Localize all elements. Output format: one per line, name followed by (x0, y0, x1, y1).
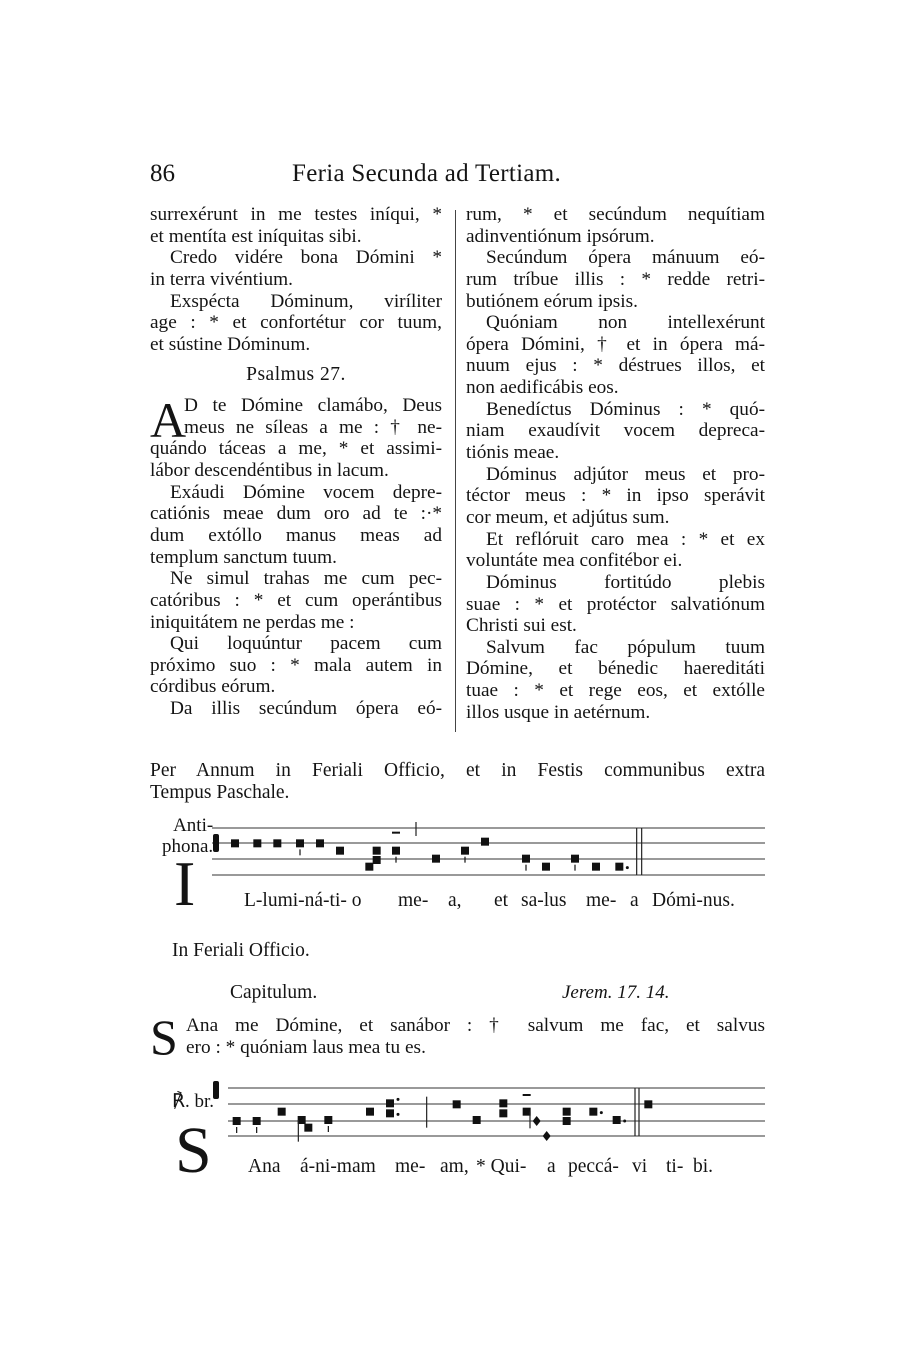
lyric-syllable: a, (448, 890, 462, 911)
lyric-syllable: et (494, 890, 509, 911)
lyric-syllable: me- (398, 890, 429, 911)
lyric-syllable: am, (440, 1156, 469, 1177)
text-line: tuae : * et rege eos, et extólle (466, 680, 765, 702)
text-line: butiónem eórum ipsis. (466, 290, 638, 312)
mora-dot (397, 1113, 400, 1116)
text-line: lábor descendéntibus in lacum. (150, 460, 389, 482)
neume-note (233, 1117, 241, 1125)
neume-note (453, 1100, 461, 1108)
text-line: Secúndum ópera mánuum eó- (486, 247, 765, 269)
text-line: catóribus : * et cum operántibus (150, 589, 442, 611)
text-line: quándo táceas a me, * et assimi- (150, 438, 442, 460)
lyric-syllable: peccá- (568, 1156, 619, 1177)
lyric-syllable: Ana (248, 1156, 281, 1177)
neume-rhombus (543, 1131, 551, 1141)
scripture-reference: Jerem. 17. 14. (562, 982, 670, 1003)
neume-note (432, 855, 440, 863)
text-line: rum tríbue illis : * redde retri- (466, 268, 765, 290)
lyric-syllable: ti- (666, 1156, 684, 1177)
horizontal-episema (523, 1094, 531, 1096)
lyric-syllable: a (630, 890, 639, 911)
text-line: surrexérunt in me testes iníqui, * (150, 204, 442, 225)
capitulum-text (186, 1015, 765, 1058)
rubric-line: Per Annum in Feriali Officio, et in Festis communibus extra (150, 760, 765, 781)
antiphon-label: Anti- phona. (162, 815, 214, 857)
lyric-syllable: sa-lus (521, 890, 567, 911)
mora-dot (600, 1111, 603, 1114)
page-number: 86 (150, 160, 175, 187)
text-line: Da illis secúndum ópera eó- (170, 698, 442, 720)
neume-rhombus (533, 1116, 541, 1126)
text-line: voluntáte mea confitébor ei. (466, 550, 683, 572)
text-line: Exáudi Dómine vocem depre- (170, 481, 442, 503)
neume-note (316, 839, 324, 847)
lyric-syllable: bi. (693, 1156, 714, 1177)
antiphon-initial: I (174, 848, 196, 919)
mora-dot (397, 1098, 400, 1101)
rubric-line: Tempus Paschale. (150, 781, 290, 803)
neume-note (386, 1099, 394, 1107)
text-line: et mentíta est iníquitas sibi. (150, 225, 362, 247)
text-line: et sústine Dóminum. (150, 333, 311, 355)
neume-note (253, 839, 261, 847)
text-line: Benedíctus Dóminus : * quó- (486, 398, 765, 420)
neume-note (522, 855, 530, 863)
text-line: tiónis meae. (466, 442, 560, 464)
psalm-heading: Psalmus 27. (246, 364, 346, 386)
neume-note (615, 863, 623, 871)
neume-note (366, 1108, 374, 1116)
neume-note (542, 863, 550, 871)
mora-dot (626, 866, 629, 869)
neume-note (278, 1108, 286, 1116)
drop-cap-a: A (150, 392, 187, 449)
neume-note (644, 1100, 652, 1108)
text-line: Et reflóruit caro mea : * et ex (486, 528, 765, 550)
text-line: Exspécta Dóminum, viríliter (170, 290, 442, 312)
lyric-syllable: Dómi-nus. (652, 890, 735, 911)
text-line: catiónis meae dum oro ad te :·* (150, 503, 442, 525)
neume-note (589, 1108, 597, 1116)
neume-note (481, 838, 489, 846)
neume-note (499, 1109, 507, 1117)
text-line: age : * et confortétur cor tuum, (150, 312, 442, 334)
text-line: Dóminus fortitúdo plebis (486, 571, 765, 593)
neume-note (273, 839, 281, 847)
text-line: Christi sui est. (466, 615, 577, 637)
capitulum-line: ero : * quóniam laus mea tu es. (186, 1036, 426, 1058)
neume-note (365, 863, 373, 871)
neume-note (386, 1109, 394, 1117)
text-line: illos usque in aetérnum. (466, 701, 651, 723)
neume-note (324, 1116, 332, 1124)
neume-note (296, 839, 304, 847)
text-line: cor meum, et adjútus sum. (466, 506, 670, 528)
neume-note (571, 855, 579, 863)
neume-note (563, 1117, 571, 1125)
lyric-syllable: vi (632, 1156, 648, 1177)
lyric-syllable: L-lumi-ná-ti- o (244, 890, 362, 911)
text-line: adinventiónum ipsórum. (466, 225, 655, 247)
text-line: téctor meus : * in ipso sperávit (466, 485, 765, 507)
neume-note (613, 1116, 621, 1124)
lyric-syllable: á-ni-mam (300, 1156, 376, 1177)
text-line: próximo suo : * mala autem in (150, 654, 442, 676)
neume-note (304, 1124, 312, 1132)
lyric-syllable: a (547, 1156, 556, 1177)
lyric-syllable: me- (395, 1156, 426, 1177)
text-line: ópera Dómini, † et in ópera má- (466, 333, 765, 355)
text-line: Dómine, et bénedic haereditáti (466, 658, 765, 680)
text-line: nuum ejus : * déstrues illos, et (466, 355, 765, 377)
lyric-syllable: me- (586, 890, 617, 911)
neume-note (253, 1117, 261, 1125)
text-line: templum sanctum tuum. (150, 546, 337, 568)
text-line: meus ne síleas a me : † ne- (184, 416, 442, 438)
do-clef (213, 834, 219, 852)
responsory-label: ℟. br. (172, 1091, 215, 1112)
text-line: Quóniam non intellexérunt (486, 312, 765, 334)
neume-note (373, 856, 381, 864)
neume-note (592, 863, 600, 871)
text-line: Qui loquúntur pacem cum (170, 633, 442, 655)
mora-dot (623, 1120, 626, 1123)
section-heading: In Feriali Officio. (172, 940, 310, 961)
responsory-initial: S (175, 1114, 212, 1187)
text-line: rum, * et secúndum nequítiam (466, 204, 765, 225)
text-line: D te Dómine clamábo, Deus (184, 395, 442, 417)
neume-note (563, 1108, 571, 1116)
text-line: córdibus eórum. (150, 676, 276, 698)
neume-note (499, 1099, 507, 1107)
neume-note (461, 847, 469, 855)
capitulum-initial: S (150, 1009, 178, 1065)
text-line: Credo vidére bona Dómini * (170, 247, 442, 269)
horizontal-episema (392, 832, 400, 834)
neume-note (231, 839, 239, 847)
text-line: Ne simul trahas me cum pec- (170, 568, 442, 590)
page-title: Feria Secunda ad Tertiam. (292, 160, 562, 187)
text-line: iniquitátem ne perdas me : (150, 611, 355, 633)
capitulum-heading: Capitulum. (230, 982, 318, 1003)
lyric-syllable: * Qui- (476, 1156, 527, 1177)
neume-note (473, 1116, 481, 1124)
capitulum-line: Ana me Dómine, et sanábor : † salvum me fac, et salvus (186, 1015, 765, 1036)
text-line: dum extóllo manus meas ad (150, 524, 442, 546)
neume-note (392, 847, 400, 855)
neume-note (336, 847, 344, 855)
text-line: Salvum fac pópulum tuum (486, 636, 765, 658)
neume-note (373, 847, 381, 855)
text-line: Dóminus adjútor meus et pro- (486, 463, 765, 485)
text-line: niam exaudívit vocem depreca- (466, 420, 765, 442)
text-line: in terra vivéntium. (150, 268, 293, 290)
text-line: non aedificábis eos. (466, 377, 619, 399)
text-line: suae : * et protéctor salvatiónum (466, 593, 765, 615)
